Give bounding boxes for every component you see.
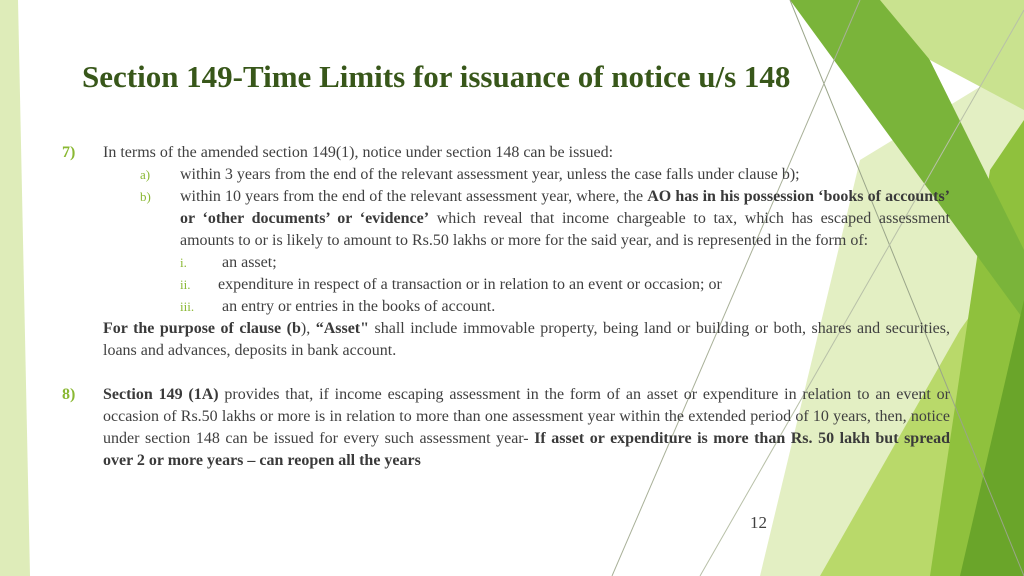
item-7 xyxy=(62,142,950,164)
purpose-note xyxy=(103,318,950,362)
item-7-intro: In terms of the amended section 149(1), notice under section 148 can be issued: xyxy=(103,144,614,161)
purpose-bold-2: “Asset" xyxy=(315,320,370,337)
clause-b-text-1: within 10 years from the end of the relevant assessment year, where, the xyxy=(180,188,648,205)
slide-title: Section 149-Time Limits for issuance of notice u/s 148 xyxy=(82,59,791,94)
item-7-number: 7) xyxy=(62,144,76,161)
clause-a-text: within 3 years from the end of the relevant assessment year, unless the case falls under clause b); xyxy=(180,166,800,183)
item-8-text xyxy=(103,384,950,472)
sub-item-i-text: an asset; xyxy=(222,254,277,271)
sub-item-ii-marker: ii. xyxy=(180,277,191,292)
item-8-text-1: provides that, if income escaping assessment in the form of an asset or expenditure in relation to an event or occasion of Rs.50 lakhs or more is in relation to more than one assessment year within the extended period of 10 years, then, notice under section 148 can be issued for every such assessment year- xyxy=(103,386,950,447)
sub-item-i-marker: i. xyxy=(180,255,187,270)
clause-b xyxy=(140,186,951,252)
item-8-number: 8) xyxy=(62,386,76,403)
clause-a xyxy=(140,164,950,186)
sub-item-iii-marker: iii. xyxy=(180,299,195,314)
spacer xyxy=(62,362,950,384)
purpose-bold-1: For the purpose of clause (b xyxy=(103,320,301,337)
sub-item-i xyxy=(180,252,950,274)
clause-b-bold: AO has in his possession ‘books of accounts’ or ‘other documents’ or ‘evidence’ xyxy=(180,188,951,227)
purpose-text-1: ), xyxy=(300,320,316,337)
item-8 xyxy=(62,384,950,472)
clause-b-marker: b) xyxy=(140,189,151,204)
item-8-bold-1: Section 149 (1A) xyxy=(103,386,219,403)
purpose-text-2: shall include immovable property, being land or building or both, shares and securities, loans and advances, deposits in bank account. xyxy=(103,320,950,359)
sub-item-iii xyxy=(180,296,950,318)
sub-item-ii-text: expenditure in respect of a transaction or in relation to an event or occasion; or xyxy=(218,276,722,293)
sub-item-ii xyxy=(180,274,950,296)
sub-item-iii-text: an entry or entries in the books of account. xyxy=(222,298,496,315)
slide-body xyxy=(62,142,950,472)
clause-a-marker: a) xyxy=(140,167,151,182)
clause-b-text-2: which reveal that income chargeable to tax, which has escaped assessment amounts to or is likely to amount to Rs.50 lakhs or more for the said year, and is represented in the form of: xyxy=(180,210,950,249)
page-number: 12 xyxy=(750,513,767,532)
item-8-bold-2: If asset or expenditure is more than Rs. 50 lakh but spread over 2 or more years – can reopen all the years xyxy=(103,430,951,469)
